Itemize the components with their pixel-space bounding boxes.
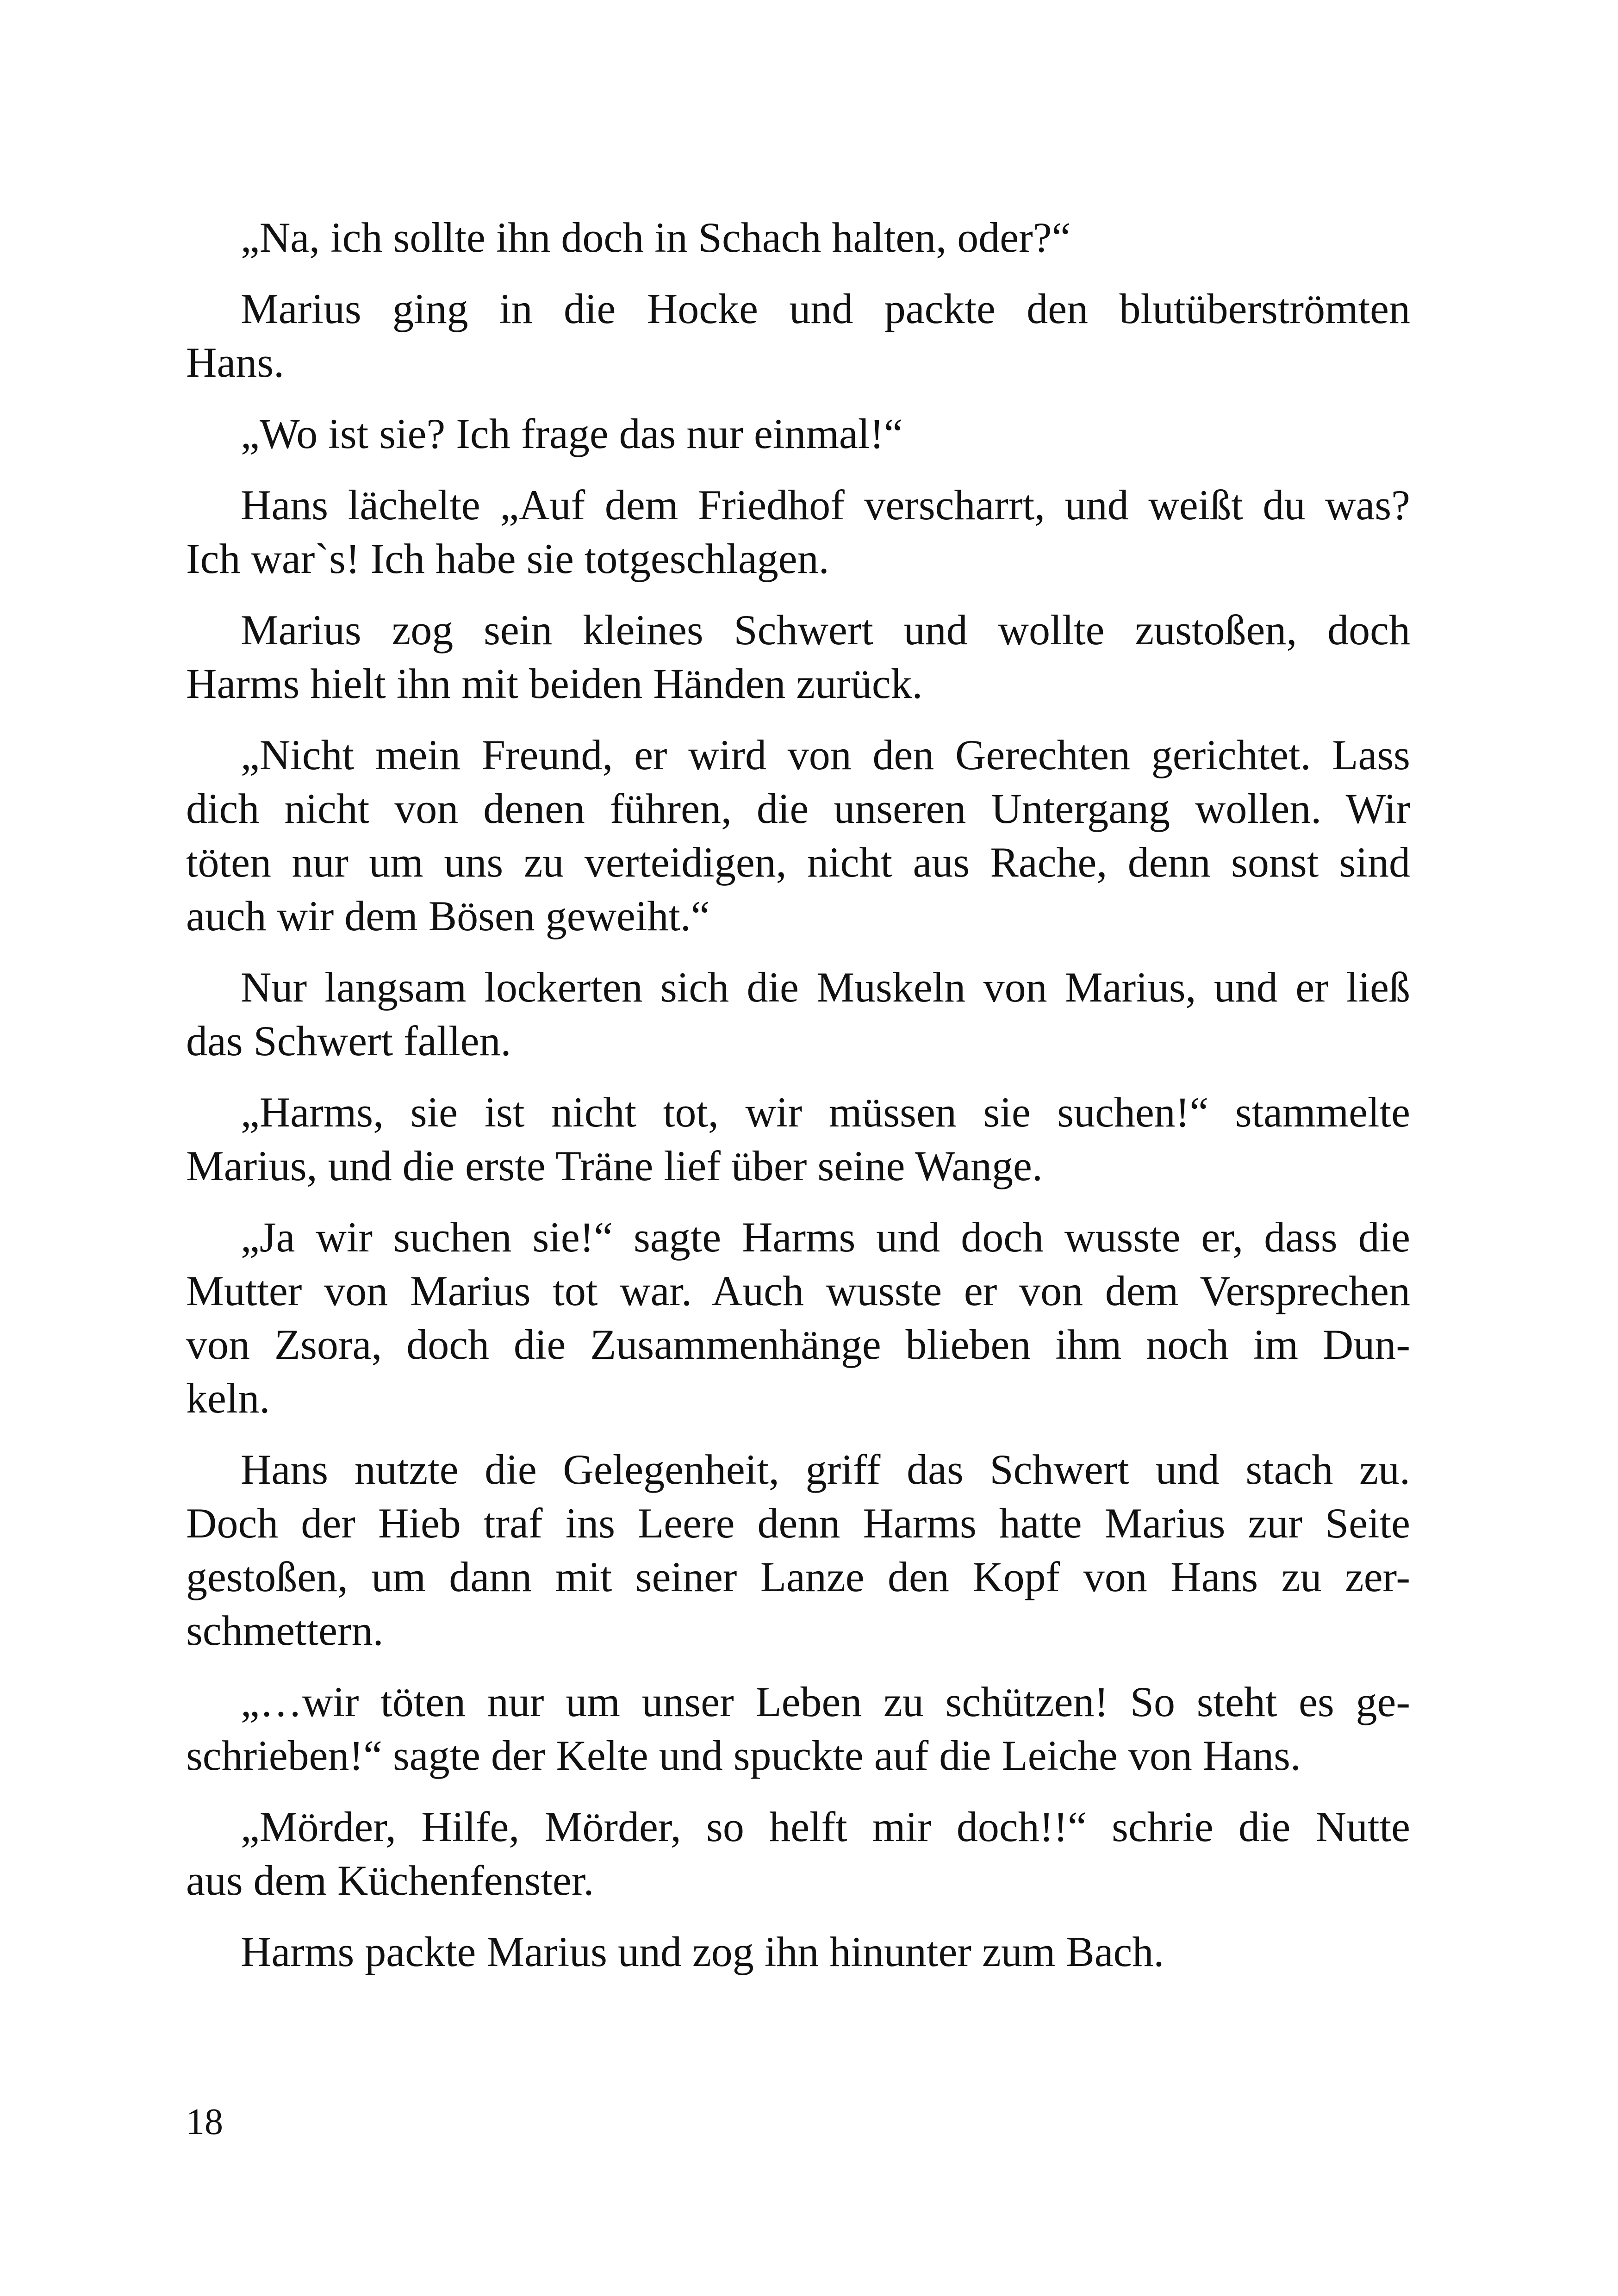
text-line: „Nicht mein Freund, er wird von den Gerechten gerichtet. Lass [241,731,1410,778]
text-line: Harms packte Marius und zog ihn hinunter zum Bach. [241,1928,1164,1975]
text-line: Hans lächelte „Auf dem Friedhof verscharrt, und weißt du was? [241,481,1410,529]
text-line: „Harms, sie ist nicht tot, wir müssen sie suchen!“ stammelte [241,1089,1410,1136]
paragraph [186,478,1410,585]
text-line: Doch der Hieb traf ins Leere denn Harms hatte Marius zur Seite [186,1500,1410,1547]
text-line: Marius zog sein kleines Schwert und wollte zustoßen, doch [241,606,1410,653]
text-line: Mutter von Marius tot war. Auch wusste er von dem Versprechen [186,1267,1410,1314]
text-line: töten nur um uns zu verteidigen, nicht aus Rache, denn sonst sind [186,839,1410,886]
text-line: dich nicht von denen führen, die unseren Untergang wollen. Wir [186,785,1410,832]
text-line: „Na, ich sollte ihn doch in Schach halten, oder?“ [241,214,1071,261]
paragraph [186,282,1410,389]
text-line: das Schwert fallen. [186,1017,511,1064]
paragraph [186,1443,1410,1657]
text-line: auch wir dem Bösen geweiht.“ [186,892,710,940]
text-line: Marius, und die erste Träne lief über seine Wange. [186,1142,1043,1189]
text-line: Marius ging in die Hocke und packte den blutüberströmten [241,285,1410,332]
text-line: Hans. [186,339,285,386]
page-number: 18 [186,2102,223,2142]
text-line: „…wir töten nur um unser Leben zu schützen! So steht es ge- [241,1678,1410,1725]
text-line: Hans nutzte die Gelegenheit, griff das Schwert und stach zu. [241,1446,1410,1493]
text-line: gestoßen, um dann mit seiner Lanze den Kopf von Hans zu zer- [186,1553,1410,1600]
paragraph [186,1675,1410,1782]
text-line: von Zsora, doch die Zusammenhänge blieben ihm noch im Dun- [186,1321,1410,1368]
text-line: schmettern. [186,1607,384,1654]
text-line: „Ja wir suchen sie!“ sagte Harms und doch wusste er, dass die [241,1213,1410,1261]
text-line: „Wo ist sie? Ich frage das nur einmal!“ [241,410,903,457]
text-line: schrieben!“ sagte der Kelte und spuckte auf die Leiche von Hans. [186,1732,1301,1779]
text-line: Nur langsam lockerten sich die Muskeln von Marius, und er ließ [241,964,1410,1011]
paragraph [186,1800,1410,1907]
paragraph [186,211,1410,264]
text-line: Ich war`s! Ich habe sie totgeschlagen. [186,535,829,582]
paragraph [186,960,1410,1068]
paragraph [186,728,1410,943]
text-line: Harms hielt ihn mit beiden Händen zurück. [186,660,923,707]
paragraph [186,407,1410,460]
text-line: keln. [186,1375,270,1422]
paragraph [186,1210,1410,1425]
paragraph [186,1085,1410,1193]
paragraph [186,1925,1410,1979]
text-line: „Mörder, Hilfe, Mörder, so helft mir doch!!“ schrie die Nutte [241,1803,1410,1850]
text-line: aus dem Küchenfenster. [186,1857,594,1904]
paragraph [186,603,1410,710]
body-text [186,211,1410,1996]
